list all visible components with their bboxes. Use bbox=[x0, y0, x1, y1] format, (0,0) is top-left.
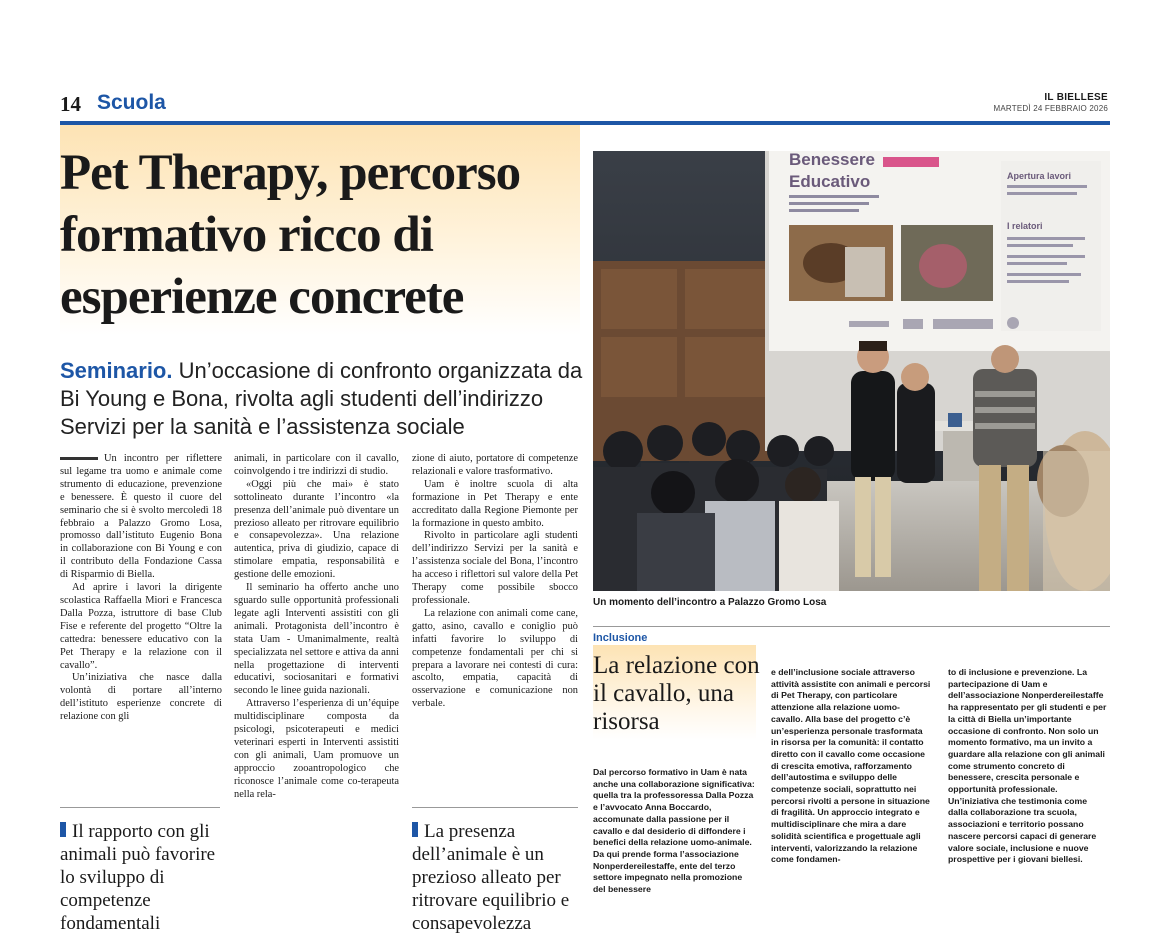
paragraph: Ad aprire i lavori la dirigente scolastica Raffaella Miori e Francesca Dalla Pozza, istruttore di base Club Fise e referente del progetto “Oltre la cattedra: benessere educativo con la Pet Therapy e la relazione con il cavallo”. bbox=[60, 582, 222, 671]
pullquote-marker bbox=[412, 822, 418, 837]
masthead-name: IL BIELLESE bbox=[1044, 92, 1108, 103]
paragraph: «Oggi più che mai» è stato sottolineato durante l’incontro «la presenza dell’animale può diventare un prezioso alleato per ritrovare equilibrio e consapevolezza». Una relazione autentica, priva di giudizio, capace di stimolare empatia, responsabilità e gestione delle emozioni. bbox=[234, 478, 399, 581]
paragraph: Un’iniziativa che nasce dalla volontà di portare all’interno dell’istituto esperienze concrete di relazione con gli bbox=[60, 672, 222, 723]
sidebar-headline: La relazione con il cavallo, una risorsa bbox=[593, 652, 760, 735]
caption-rule bbox=[593, 626, 1110, 627]
sidebar-column-3 bbox=[948, 667, 1108, 866]
paragraph: to di inclusione e prevenzione. La partecipazione di Uam e dell’associazione Nonperdereilestaffe ha rappresentato per gli studenti e per la città di Biella un’importante occasione di confronto. Non solo un momento formativo, ma un invito a guardare alla relazione con gli animali come strumento concreto di benessere, crescita personale e opportunità professionale. Un’iniziativa che testimonia come dalla collaborazione tra scuola, associazioni e territorio possano nascere percorsi capaci di generare valore sociale, inclusione e nuove prospettive per i giovani biellesi. bbox=[948, 667, 1107, 865]
pullquote-text: La presenza dell’animale è un prezioso alleato per ritrovare equilibrio e consapevolezza bbox=[412, 821, 570, 934]
sidebar-column-2 bbox=[771, 667, 931, 866]
page-number: 14 bbox=[60, 92, 81, 116]
paragraph: Rivolto in particolare agli studenti dell’indirizzo Servizi per la sanità e l’assistenza sociale del Bona, l’incontro ha acceso i riflettori sul valore della Pet Therapy come possibile sbocco professionale. bbox=[412, 530, 578, 606]
photo-caption: Un momento dell’incontro a Palazzo Gromo Losa bbox=[593, 597, 827, 608]
screen-panel-heading: I relatori bbox=[1007, 221, 1043, 231]
paragraph: Il seminario ha offerto anche uno sguardo sulle opportunità professionali legate agli Interventi assistiti con gli animali. Protagonista dell’incontro è stata Uam - Umanimalmente, realtà specializzata nel settore e attiva da anni nella progettazione di interventi educativi, sociosanitari e formativi secondo le linee guida nazionali. bbox=[234, 582, 399, 697]
pullquote-2 bbox=[412, 820, 582, 935]
pullquote-rule bbox=[412, 807, 578, 808]
subhead-kicker: Seminario. bbox=[60, 358, 173, 383]
paragraph: La relazione con animali come cane, gatto, asino, cavallo e coniglio può infatti favorire lo sviluppo di competenze fondamentali per chi si prepara a lavorare nei contesti di cura: ascolto, empatia, capacità di osservazione e comunicazione non verbale. bbox=[412, 607, 578, 710]
masthead-date: MARTEDÌ 24 FEBBRAIO 2026 bbox=[993, 104, 1108, 113]
body-column-3 bbox=[412, 453, 578, 711]
body-column-2 bbox=[234, 453, 399, 801]
paragraph bbox=[60, 453, 222, 582]
sidebar-kicker: Inclusione bbox=[593, 632, 648, 644]
pullquote-rule bbox=[60, 807, 220, 808]
paragraph: e dell’inclusione sociale attraverso attività assistite con animali e percorsi di Pet Therapy, con particolare attenzione alla relazione uomo-cavallo. Alla base del progetto c’è un’esperienza personale trasformata in risorsa per la comunità: il contatto diretto con il cavallo come occasione di crescita emotiva, rafforzamento dell’autostima e sviluppo delle competenze sociali, soprattutto nei percorsi rivolti a persone in situazione di fragilità. Un approccio integrato e multidisciplinare che mira a dare solidità scientifica e progettuale agli interventi, valorizzando la relazione come fondamen- bbox=[771, 667, 931, 865]
body-column-1 bbox=[60, 453, 222, 724]
pullquote-marker bbox=[60, 822, 66, 837]
lead-dash bbox=[60, 457, 98, 460]
pullquote-1 bbox=[60, 820, 230, 935]
paragraph-text: Un incontro per riflettere sul legame tra uomo e animale come strumento di educazione, prevenzione e benessere. È questo il cuore del seminario che si è svolto mercoledì 18 febbraio a Palazzo Gromo Losa, promosso dall’istituto Eugenio Bona in collaborazione con Bi Young e con il contributo della Fondazione Cassa di Risparmio di Biella. bbox=[60, 453, 222, 581]
pullquote-text: Il rapporto con gli animali può favorire lo sviluppo di competenze fondamentali bbox=[60, 821, 216, 934]
paragraph: animali, in particolare con il cavallo, coinvolgendo i tre indirizzi di studio. bbox=[234, 453, 399, 477]
subhead bbox=[60, 357, 590, 441]
screen-title: Educativo bbox=[789, 172, 871, 191]
screen-panel-heading: Apertura lavori bbox=[1007, 171, 1072, 181]
section-name: Scuola bbox=[97, 91, 166, 114]
screen-title: Benessere bbox=[789, 151, 876, 169]
paragraph: Attraverso l’esperienza di un’équipe multidisciplinare composta da psicologi, psicoterapeuti e medici veterinari esperti in Interventi assistiti con gli animali, Uam promuove un approccio zooantropologico che riconosce l’animale come co-terapeuta nella rela- bbox=[234, 698, 399, 800]
event-photo bbox=[593, 151, 1110, 591]
paragraph: zione di aiuto, portatore di competenze relazionali e valore trasformativo. bbox=[412, 453, 578, 477]
subhead-text: Un’occasione di confronto organizzata da Bi Young e Bona, rivolta agli studenti dell’indirizzo Servizi per la sanità e l’assistenza sociale bbox=[60, 358, 583, 439]
sidebar-column-1 bbox=[593, 767, 756, 896]
headline: Pet Therapy, percorso formativo ricco di esperienze concrete bbox=[60, 145, 521, 325]
paragraph: Uam è inoltre scuola di alta formazione in Pet Therapy e ente accreditato dalla Regione Piemonte per la formazione in questo ambito. bbox=[412, 478, 578, 529]
paragraph: Dal percorso formativo in Uam è nata anche una collaborazione significativa: quella tra la professoressa Dalla Pozza e l’avvocato Anna Boccardo, accomunate dalla passione per il cavallo e dal desiderio di diffondere i benefici della relazione uomo-animale. Da qui prende forma l’associazione Nonperdereilestaffe, ente del terzo settore impegnato nella promozione del benessere bbox=[593, 767, 755, 895]
